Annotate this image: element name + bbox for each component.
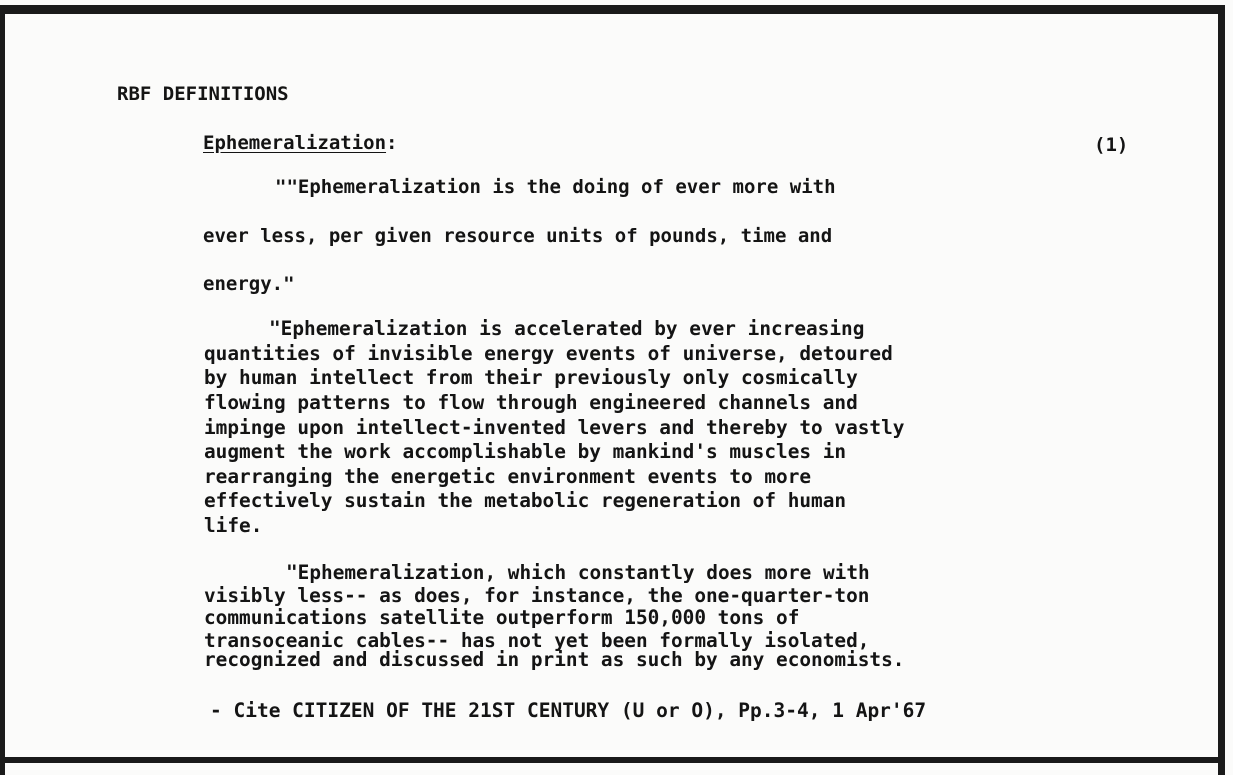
card-border-bottom — [0, 757, 1225, 763]
card-border-top — [0, 5, 1225, 14]
quote2-line1: "Ephemeralization is accelerated by ever increasing — [269, 317, 865, 340]
quote1-line2: ever less, per given resource units of pounds, time and — [203, 225, 833, 247]
quote2-line3: by human intellect from their previously only cosmically — [204, 366, 858, 389]
quote1-line3: energy." — [203, 273, 295, 295]
defined-term — [203, 132, 397, 154]
quote1-line1: ""Ephemeralization is the doing of ever more with — [275, 176, 836, 198]
citation-line: - Cite CITIZEN OF THE 21ST CENTURY (U or O), Pp.3-4, 1 Apr'67 — [210, 699, 927, 722]
document-heading: RBF DEFINITIONS — [117, 83, 289, 105]
card-border-left — [0, 5, 5, 775]
defined-term-label: Ephemeralization — [203, 132, 387, 154]
quote3-line2: visibly less-- as does, for instance, the one-quarter-ton — [204, 584, 870, 607]
card-border-right — [1218, 5, 1225, 775]
reference-number: (1) — [1094, 134, 1129, 156]
quote3-line4: transoceanic cables-- has not yet been formally isolated, — [204, 629, 870, 652]
quote2-line5: impinge upon intellect-invented levers and thereby to vastly — [204, 416, 905, 439]
quote2-line7: rearranging the energetic environment events to more — [204, 465, 812, 488]
quote3-line1: "Ephemeralization, which constantly does more with — [286, 561, 870, 584]
quote3-line5: recognized and discussed in print as such by any economists. — [204, 648, 905, 671]
quote2-line6: augment the work accomplishable by mankind's muscles in — [204, 440, 847, 463]
quote2-line2: quantities of invisible energy events of universe, detoured — [204, 342, 893, 365]
quote2-line9: life. — [204, 514, 263, 537]
quote2-line4: flowing patterns to flow through engineered channels and — [204, 391, 858, 414]
quote2-line8: effectively sustain the metabolic regeneration of human — [204, 489, 847, 512]
defined-term-colon: : — [386, 132, 398, 154]
quote3-line3: communications satellite outperform 150,000 tons of — [204, 606, 800, 629]
